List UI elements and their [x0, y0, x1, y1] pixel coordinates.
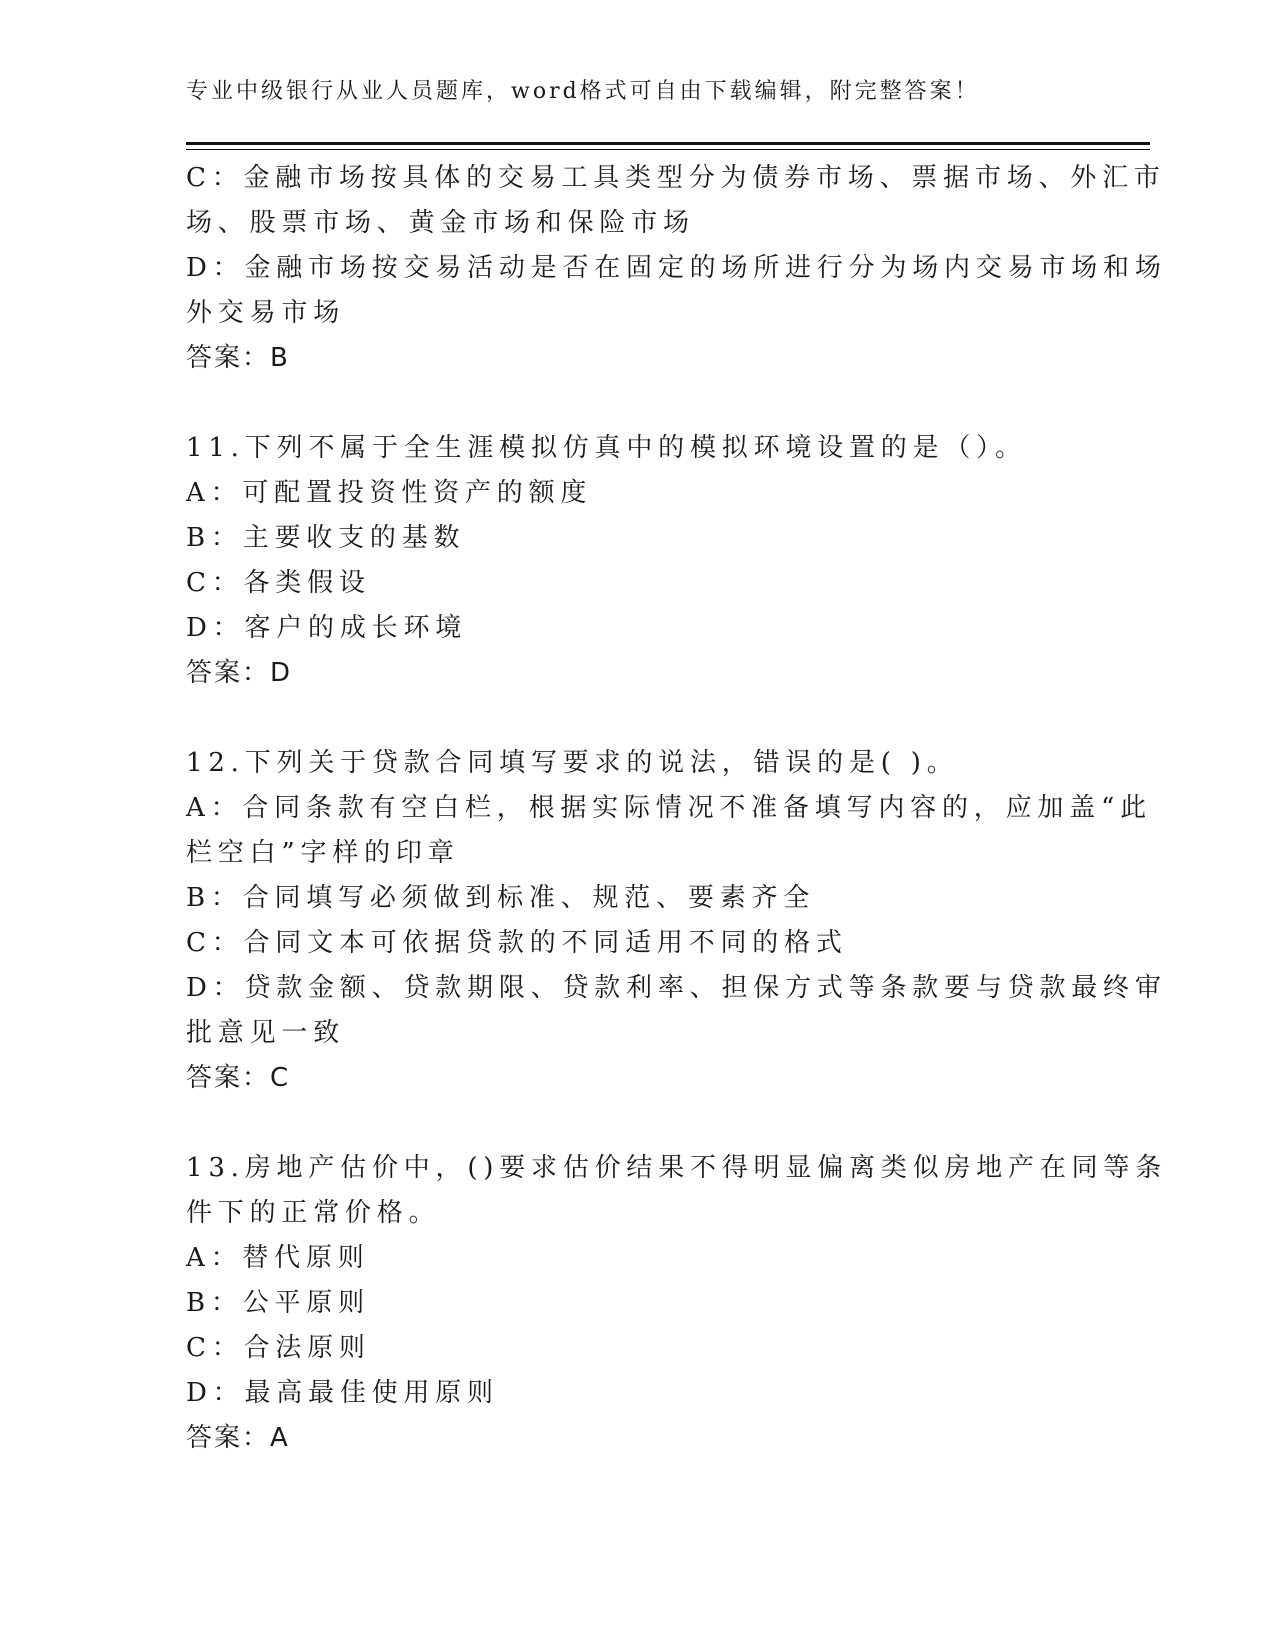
option-b: B：合同填写必须做到标准、规范、要素齐全	[186, 883, 816, 913]
option-b: B：主要收支的基数	[186, 523, 466, 553]
option-c: C：合法原则	[186, 1333, 371, 1363]
option-a: A：可配置投资性资产的额度	[186, 478, 593, 508]
answer: 答案：B	[186, 343, 290, 373]
header-rule-thin	[186, 149, 1150, 150]
answer: 答案：A	[186, 1423, 290, 1453]
header-rule-thick	[186, 142, 1150, 145]
option-d-line-1: D：金融市场按交易活动是否在固定的场所进行分为场内交易市场和场	[186, 253, 1167, 283]
question-stem-line-2: 件下的正常价格。	[186, 1198, 441, 1228]
option-c: C：各类假设	[186, 568, 371, 598]
question-11	[186, 426, 1086, 696]
option-d-line-2: 外交易市场	[186, 298, 346, 328]
option-d: D：最高最佳使用原则	[186, 1378, 499, 1408]
question-content	[186, 156, 1168, 1461]
answer: 答案：C	[186, 1063, 291, 1093]
option-a-line-2: 栏空白”字样的印章	[186, 838, 460, 868]
question-10-tail	[186, 156, 1167, 381]
question-stem-line-1: 13.房地产估价中，()要求估价结果不得明显偏离类似房地产在同等条	[186, 1153, 1168, 1183]
option-b: B：公平原则	[186, 1288, 370, 1318]
option-c: C：合同文本可依据贷款的不同适用不同的格式	[186, 928, 848, 958]
option-a-line-1: A：合同条款有空白栏，根据实际情况不准备填写内容的，应加盖“此	[186, 793, 1152, 823]
option-d-line-1: D：贷款金额、贷款期限、贷款利率、担保方式等条款要与贷款最终审	[186, 973, 1167, 1003]
option-d: D：客户的成长环境	[186, 613, 468, 643]
spacer	[186, 381, 1086, 426]
question-stem: 11.下列不属于全生涯模拟仿真中的模拟环境设置的是（）。	[186, 433, 1027, 463]
option-c-line-1: C：金融市场按具体的交易工具类型分为债券市场、票据市场、外汇市	[186, 163, 1166, 193]
spacer	[186, 1101, 1086, 1146]
option-a: A：替代原则	[186, 1243, 370, 1273]
page-header: 专业中级银行从业人员题库，word格式可自由下载编辑，附完整答案！	[186, 79, 980, 104]
question-13	[186, 1146, 1168, 1461]
spacer	[186, 696, 1086, 741]
option-c-line-2: 场、股票市场、黄金市场和保险市场	[186, 208, 695, 238]
question-12	[186, 741, 1167, 1101]
question-stem: 12.下列关于贷款合同填写要求的说法，错误的是( )。	[186, 748, 959, 778]
answer: 答案：D	[186, 658, 293, 688]
option-d-line-2: 批意见一致	[186, 1018, 346, 1048]
